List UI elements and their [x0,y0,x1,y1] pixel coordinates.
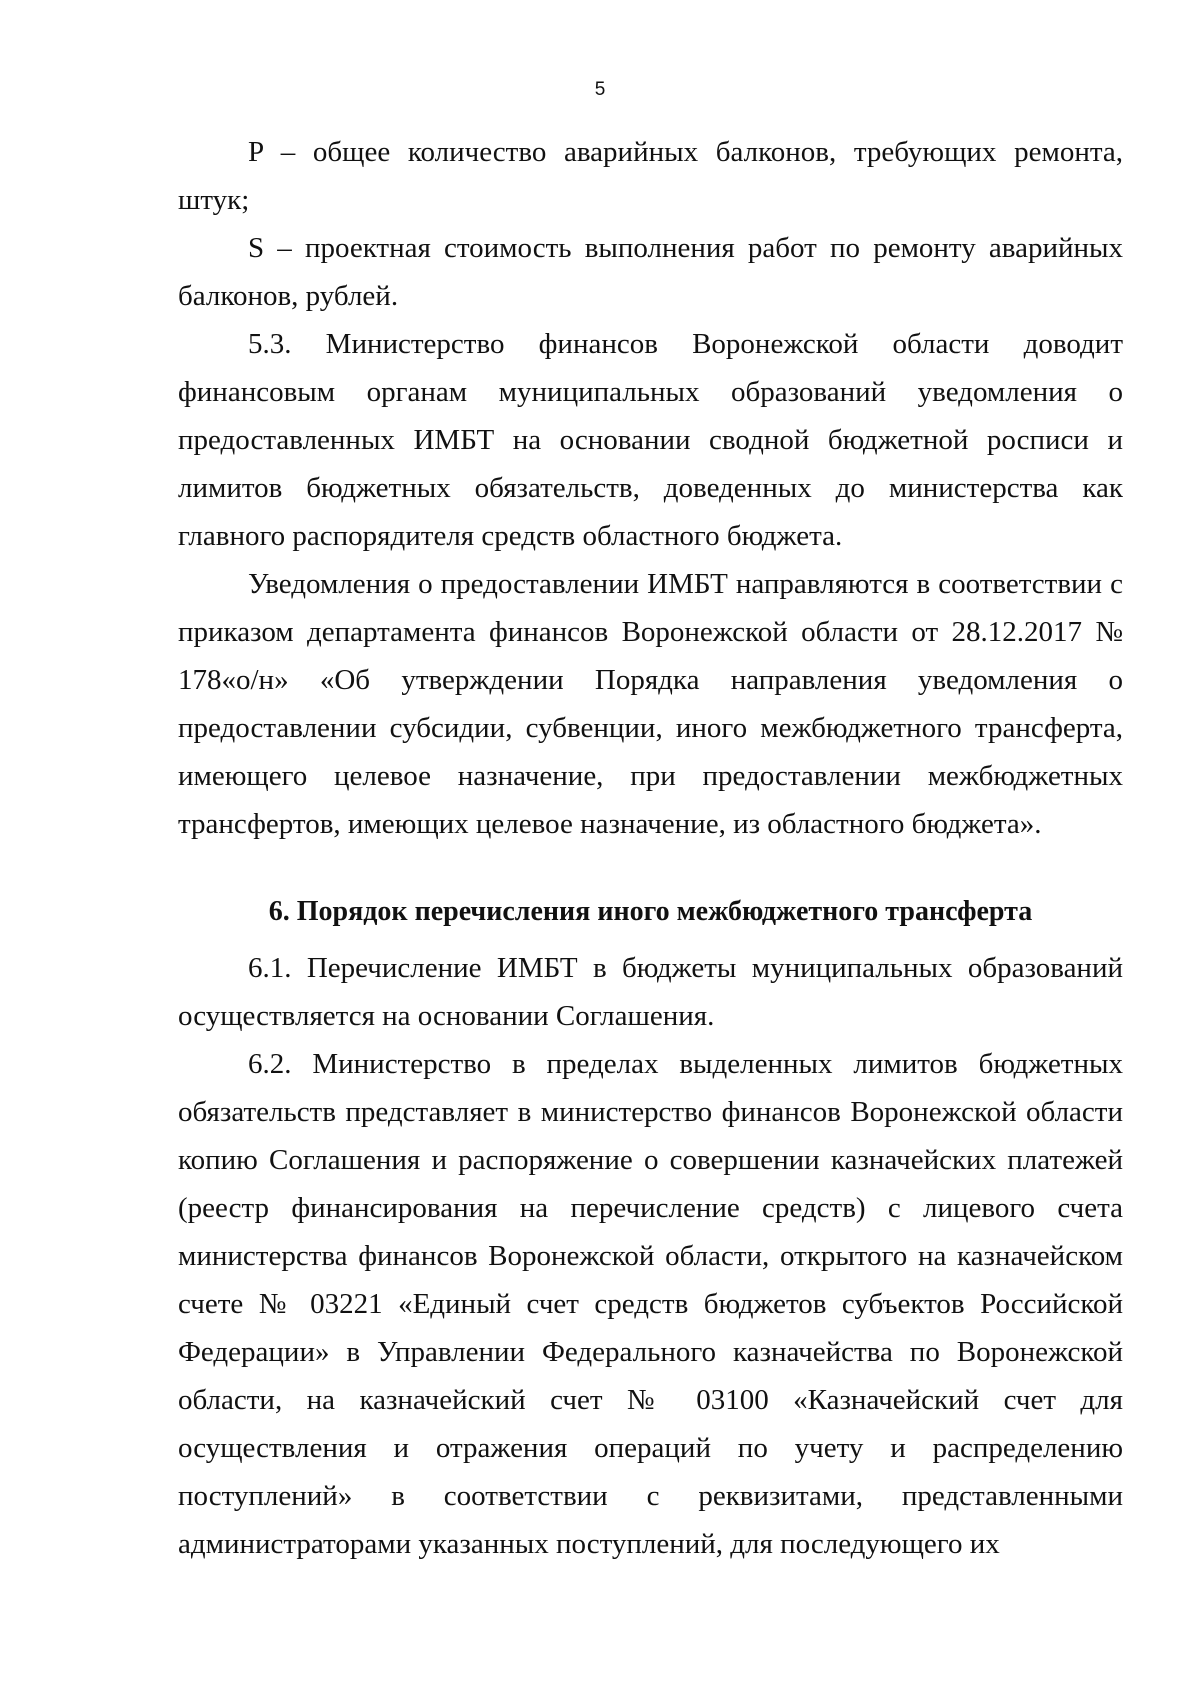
paragraph-s-definition: S – проектная стоимость выполнения работ по ремонту аварийных балконов, рублей. [178,232,1123,312]
paragraph-6-2: 6.2. Министерство в пределах выделенных лимитов бюджетных обязательств представляет в министерство финансов Воронежской области копию Соглашения и распоряжение о совершении казначейских платежей (реестр финансирования на перечисление средств) с лицевого счета министерства финансов Воронежской области, открытого на казначейском счете № 03221 «Единый счет средств бюджетов субъектов Российской Федерации» в Управлении Федерального казначейства по Воронежской области, на казначейский счет № 03100 «Казначейский счет для осуществления и отражения операций по учету и распределению поступлений» в соответствии с реквизитами, представленными администраторами указанных поступлений, для последующего их [178,1048,1123,1560]
section-6-heading: 6. Порядок перечисления иного межбюджетного трансферта [268,896,1033,927]
paragraph-6-1: 6.1. Перечисление ИМБТ в бюджеты муниципальных образований осуществляется на основании Соглашения. [178,952,1123,1032]
page-number: 5 [594,79,606,100]
paragraph-5-3: 5.3. Министерство финансов Воронежской области доводит финансовым органам муниципальных образований уведомления о предоставленных ИМБТ на основании сводной бюджетной росписи и лимитов бюджетных обязательств, доведенных до министерства как главного распорядителя средств областного бюджета. [178,328,1123,552]
document-body [178,128,1123,1568]
paragraph-p-definition: P – общее количество аварийных балконов, требующих ремонта, штук; [178,136,1123,216]
paragraph-notifications: Уведомления о предоставлении ИМБТ направляются в соответствии с приказом департамента финансов Воронежской области от 28.12.2017 № 178«о/н» «Об утверждении Порядка направления уведомления о предоставлении субсидии, субвенции, иного межбюджетного трансферта, имеющего целевое назначение, при предоставлении межбюджетных трансфертов, имеющих целевое назначение, из областного бюджета». [178,568,1123,840]
